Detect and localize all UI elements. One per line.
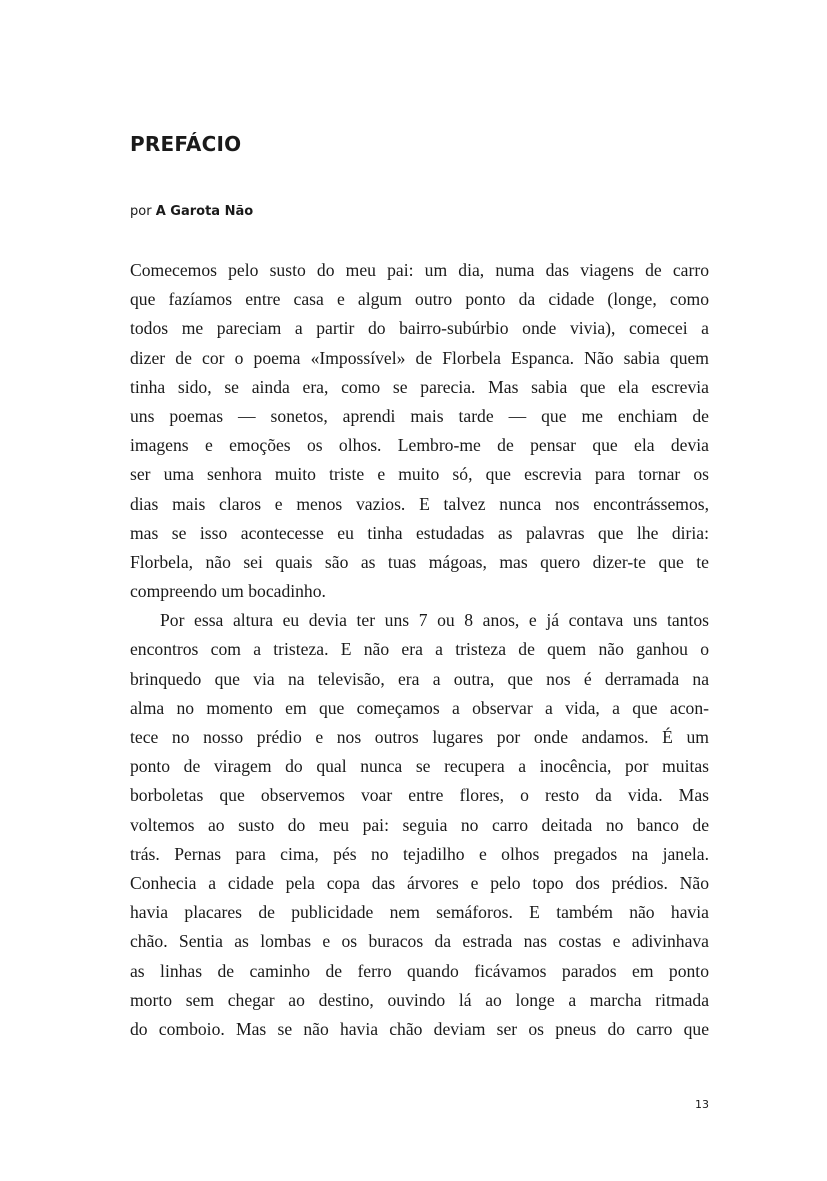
text-line: Por essa altura eu devia ter uns 7 ou 8 anos, e já contava uns tantos — [160, 610, 709, 631]
text-line: dias mais claros e menos vazios. E talvez nunca nos encontrássemos, — [130, 493, 709, 514]
text-line: tece no nosso prédio e nos outros lugares por onde andamos. É um — [130, 727, 709, 747]
text-line: borboletas que observemos voar entre flores, o resto da vida. Mas — [130, 785, 709, 806]
text-line: Comecemos pelo susto do meu pai: um dia, numa das viagens de carro — [130, 260, 709, 280]
text-line: Conhecia a cidade pela copa das árvores e pelo topo dos prédios. Não — [130, 872, 709, 893]
text-line: tinha sido, se ainda era, como se parecia. Mas sabia que ela escrevia — [130, 376, 709, 397]
text-line: encontros com a tristeza. E não era a tristeza de quem não ganhou o — [130, 639, 709, 660]
body-text — [130, 256, 709, 1044]
paragraph — [130, 606, 709, 1044]
text-line: uns poemas — sonetos, aprendi mais tarde — que me enchiam de — [130, 405, 709, 426]
text-line: havia placares de publicidade nem semáforos. E também não havia — [130, 902, 709, 923]
byline-author: A Garota Não — [155, 204, 254, 219]
text-line: voltemos ao susto do meu pai: seguia no carro deitada no banco de — [130, 814, 709, 835]
page-number: 13 — [695, 1098, 709, 1111]
text-line: ponto de viragem do qual nunca se recupera a inocência, por muitas — [130, 756, 709, 777]
text-line: chão. Sentia as lombas e os buracos da estrada nas costas e adivinhava — [130, 931, 709, 952]
text-line: dizer de cor o poema «Impossível» de Florbela Espanca. Não sabia quem — [130, 347, 709, 368]
text-line: todos me pareciam a partir do bairro-subúrbio onde vivia), comecei a — [130, 318, 709, 339]
text-line: as linhas de caminho de ferro quando ficávamos parados em ponto — [130, 960, 709, 981]
byline — [130, 202, 253, 222]
text-line: mas se isso acontecesse eu tinha estudadas as palavras que lhe diria: — [130, 522, 709, 543]
text-line: ser uma senhora muito triste e muito só, que escrevia para tornar os — [130, 464, 709, 485]
byline-prefix: por — [130, 204, 152, 219]
text-line: alma no momento em que começamos a observar a vida, a que acon- — [130, 697, 709, 718]
text-line: trás. Pernas para cima, pés no tejadilho e olhos pregados na janela. — [130, 843, 709, 864]
paragraph — [130, 256, 709, 606]
text-line: morto sem chegar ao destino, ouvindo lá ao longe a marcha ritmada — [130, 989, 709, 1010]
text-line: que fazíamos entre casa e algum outro ponto da cidade (longe, como — [130, 289, 709, 310]
text-line: imagens e emoções os olhos. Lembro-me de pensar que ela devia — [130, 435, 709, 456]
text-line: brinquedo que via na televisão, era a outra, que nos é derramada na — [130, 668, 709, 689]
text-line: Florbela, não sei quais são as tuas mágoas, mas quero dizer-te que te — [130, 551, 709, 572]
text-line: compreendo um bocadinho. — [130, 581, 326, 602]
text-line: do comboio. Mas se não havia chão deviam ser os pneus do carro que — [130, 1018, 709, 1039]
chapter-title: PREFÁCIO — [130, 132, 242, 156]
